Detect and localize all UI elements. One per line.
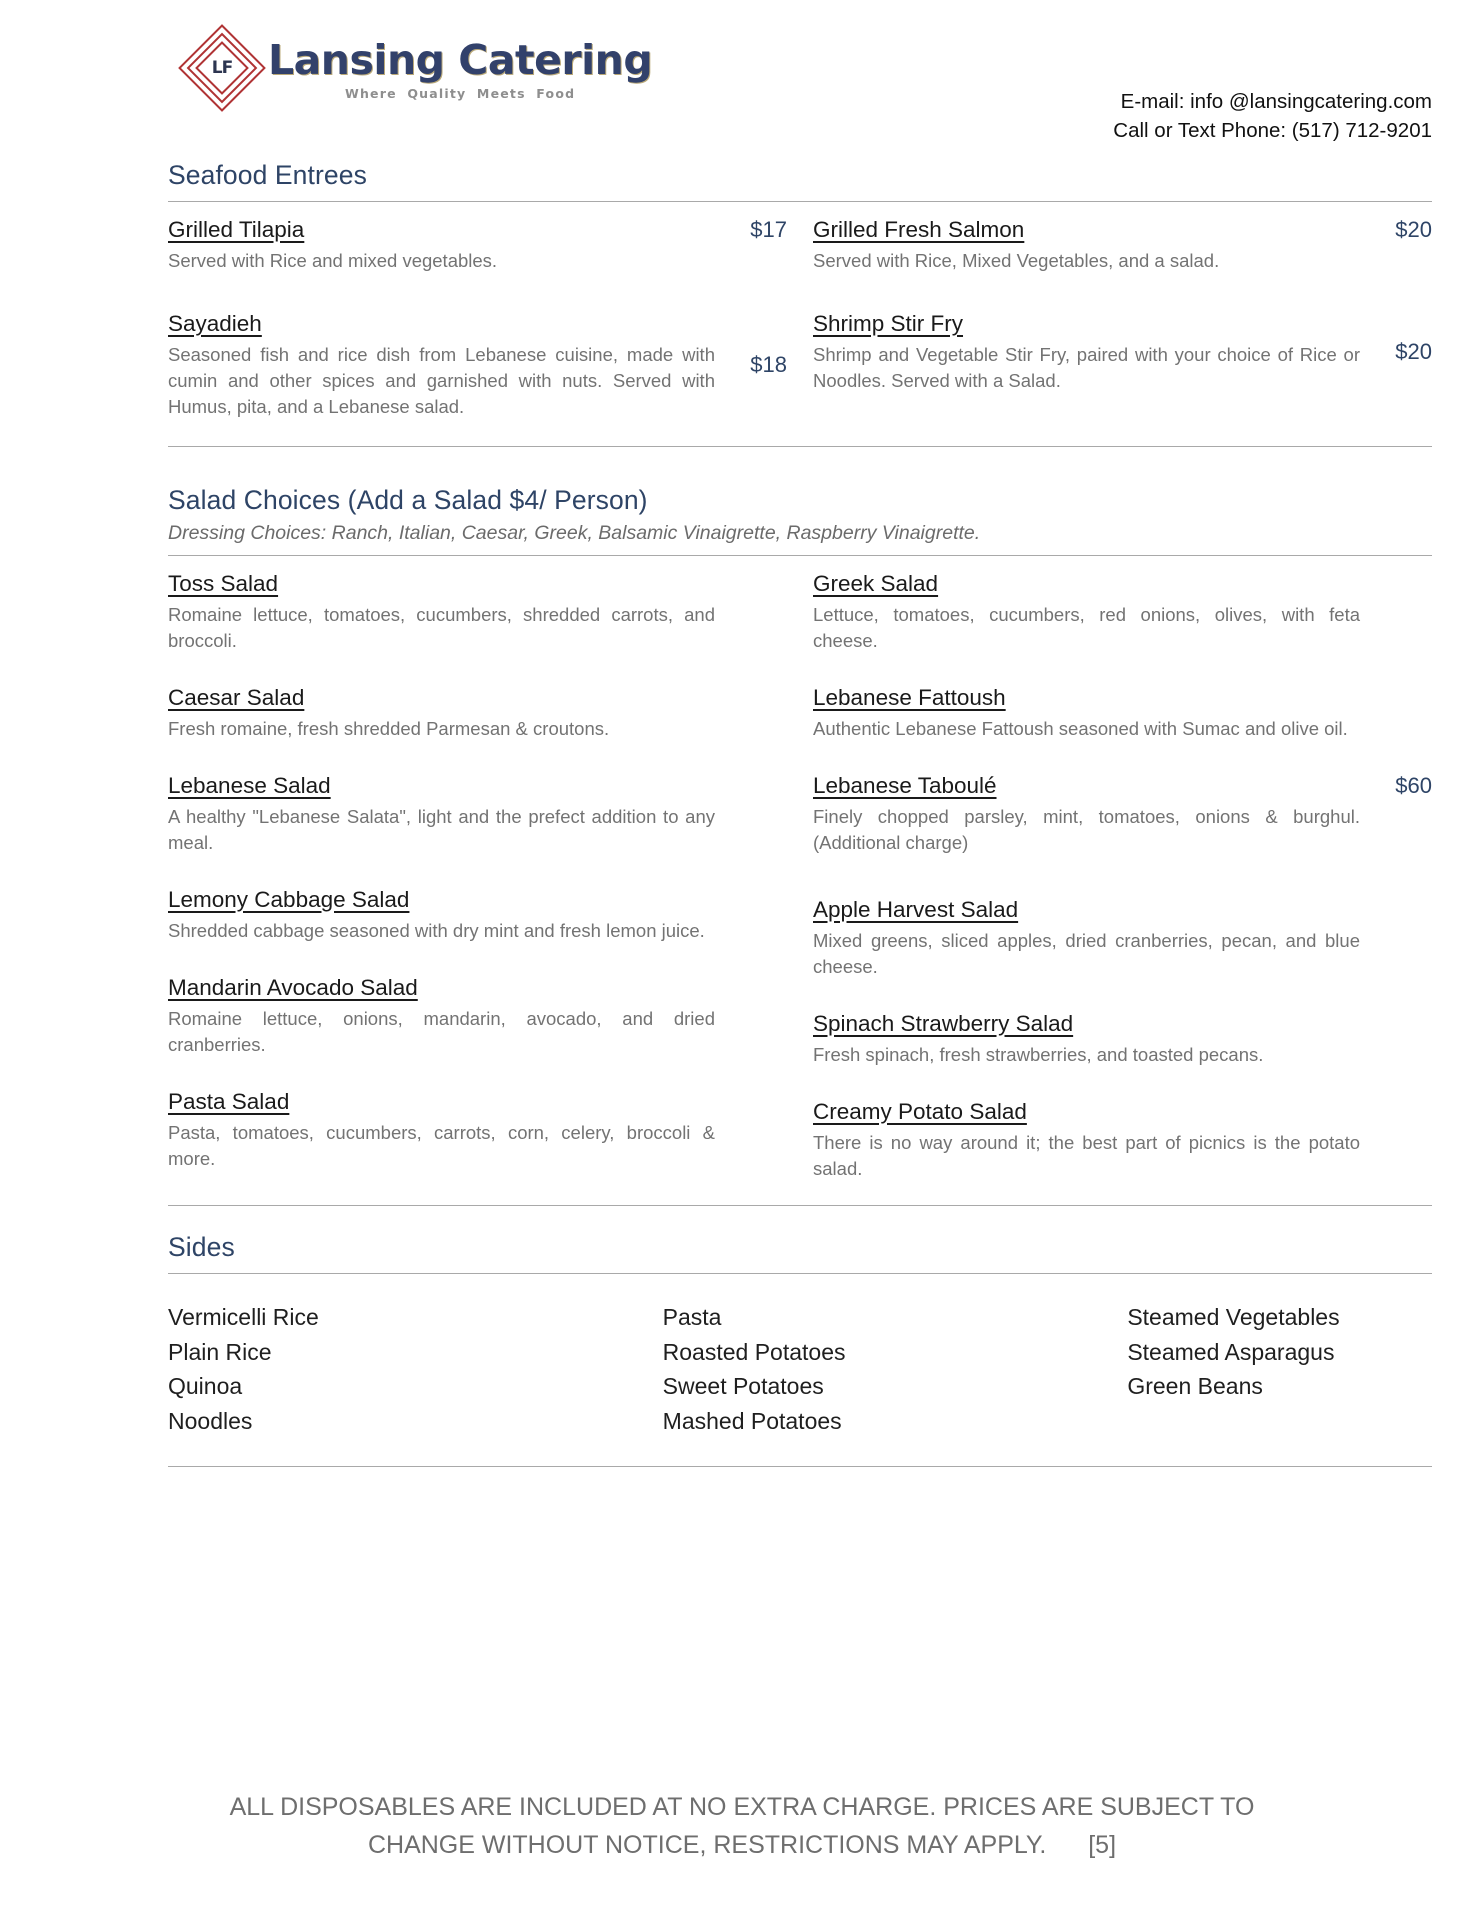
item-description: Served with Rice, Mixed Vegetables, and a salad.	[813, 250, 1220, 272]
item-price	[715, 1088, 787, 1089]
menu-item[interactable]	[813, 310, 1432, 394]
item-description: Served with Rice and mixed vegetables.	[168, 250, 498, 272]
salads-grid	[168, 570, 1432, 1182]
item-price	[715, 886, 787, 887]
menu-item[interactable]	[168, 772, 787, 856]
section-divider	[168, 446, 1432, 447]
item-description: Finely chopped parsley, mint, tomatoes, onions & burghul. (Additional charge)	[813, 805, 1360, 853]
menu-item[interactable]	[168, 1088, 787, 1172]
item-title: Spinach Strawberry Salad	[813, 1010, 1074, 1036]
page-marker: [5]	[1088, 1830, 1117, 1859]
menu-item[interactable]	[168, 974, 787, 1058]
side-item[interactable]: Quinoa	[168, 1373, 243, 1400]
side-item[interactable]: Sweet Potatoes	[662, 1373, 824, 1400]
menu-item[interactable]	[168, 216, 787, 274]
contact-phone: Call or Text Phone: (517) 712-9201	[1113, 118, 1432, 142]
brand-logo	[180, 26, 652, 110]
menu-item[interactable]	[813, 570, 1432, 654]
page-footer	[0, 1789, 1484, 1864]
brand-name: Lansing Catering	[268, 35, 653, 84]
item-title: Lebanese Taboulé	[813, 772, 997, 798]
seafood-left-column	[168, 216, 787, 420]
seafood-right-column	[813, 216, 1432, 420]
section-divider	[168, 1273, 1432, 1274]
section-title-sides: Sides	[168, 1232, 235, 1263]
menu-item[interactable]	[168, 886, 787, 944]
section-divider	[168, 555, 1432, 556]
item-title: Toss Salad	[168, 570, 279, 596]
sides-column-3	[1017, 1300, 1432, 1438]
item-price	[715, 974, 787, 975]
footer-line-2: CHANGE WITHOUT NOTICE, RESTRICTIONS MAY APPLY.	[367, 1830, 1047, 1859]
side-item[interactable]: Green Beans	[1127, 1373, 1263, 1400]
side-item[interactable]: Roasted Potatoes	[662, 1338, 846, 1365]
item-price	[1360, 570, 1432, 571]
brand-tagline: Where Quality Meets Food	[344, 86, 576, 102]
sides-column-1	[168, 1300, 583, 1438]
section-divider	[168, 1205, 1432, 1206]
salads-right-column	[813, 570, 1432, 1182]
menu-item[interactable]	[813, 684, 1432, 742]
item-description: Fresh spinach, fresh strawberries, and toasted pecans.	[813, 1043, 1264, 1065]
seafood-grid	[168, 216, 1432, 420]
item-description: Seasoned fish and rice dish from Lebanese cuisine, made with cumin and other spices and garnished with nuts. Served with Humus, pita, and a Lebanese salad.	[168, 344, 715, 417]
item-title: Pasta Salad	[168, 1088, 290, 1114]
side-item[interactable]: Noodles	[168, 1407, 253, 1434]
dressing-choices-note: Dressing Choices: Ranch, Italian, Caesar, Greek, Balsamic Vinaigrette, Raspberry Vinaigrette.	[168, 521, 981, 544]
menu-item[interactable]	[168, 310, 787, 420]
menu-item[interactable]	[813, 896, 1432, 980]
item-title: Greek Salad	[813, 570, 939, 596]
item-title: Lebanese Fattoush	[813, 684, 1006, 710]
item-price	[715, 772, 787, 773]
section-title-salads: Salad Choices (Add a Salad $4/ Person)	[168, 484, 648, 515]
item-description: Mixed greens, sliced apples, dried cranberries, pecan, and blue cheese.	[813, 929, 1360, 977]
side-item[interactable]: Pasta	[662, 1304, 722, 1331]
side-item[interactable]: Steamed Vegetables	[1127, 1304, 1340, 1331]
item-title: Grilled Fresh Salmon	[813, 217, 1025, 242]
section-divider	[168, 201, 1432, 202]
logo-monogram: LF	[211, 58, 233, 78]
menu-item[interactable]	[168, 684, 787, 742]
item-title: Lebanese Salad	[168, 772, 331, 798]
item-price	[1360, 684, 1432, 685]
item-description: There is no way around it; the best part of picnics is the potato salad.	[813, 1131, 1360, 1179]
item-title: Creamy Potato Salad	[813, 1098, 1027, 1124]
diamond-logo-icon	[180, 26, 264, 110]
item-description: A healthy "Lebanese Salata", light and the prefect addition to any meal.	[168, 805, 715, 853]
menu-item[interactable]	[813, 216, 1432, 274]
sides-grid	[168, 1300, 1432, 1438]
item-description: Authentic Lebanese Fattoush seasoned with Sumac and olive oil.	[813, 717, 1348, 739]
sides-column-2	[593, 1300, 1008, 1438]
item-description: Romaine lettuce, onions, mandarin, avocado, and dried cranberries.	[168, 1007, 715, 1055]
item-price: $17	[750, 217, 787, 242]
side-item[interactable]: Vermicelli Rice	[168, 1304, 319, 1331]
salads-left-column	[168, 570, 787, 1182]
item-price	[715, 570, 787, 571]
item-title: Grilled Tilapia	[168, 217, 305, 242]
item-description: Fresh romaine, fresh shredded Parmesan & croutons.	[168, 717, 610, 739]
contact-email: E-mail: info @lansingcatering.com	[1120, 90, 1432, 113]
item-title: Lemony Cabbage Salad	[168, 886, 410, 912]
item-title: Caesar Salad	[168, 684, 305, 710]
item-description: Shrimp and Vegetable Stir Fry, paired with your choice of Rice or Noodles. Served with a Salad.	[813, 344, 1360, 392]
item-title: Apple Harvest Salad	[813, 896, 1019, 922]
section-title-seafood: Seafood Entrees	[168, 160, 367, 190]
item-title: Mandarin Avocado Salad	[168, 974, 418, 1000]
side-item[interactable]: Steamed Asparagus	[1127, 1338, 1335, 1365]
page-header	[0, 0, 1484, 150]
item-price: $18	[750, 351, 787, 377]
item-price: $20	[1395, 338, 1432, 364]
contact-info	[1113, 26, 1432, 145]
item-title: Shrimp Stir Fry	[813, 311, 964, 337]
menu-item[interactable]	[168, 570, 787, 654]
item-title: Sayadieh	[168, 311, 262, 337]
sides-section	[0, 1232, 1484, 1467]
menu-item[interactable]	[813, 772, 1432, 856]
item-description: Romaine lettuce, tomatoes, cucumbers, shredded carrots, and broccoli.	[168, 603, 715, 651]
footer-line-1: ALL DISPOSABLES ARE INCLUDED AT NO EXTRA CHARGE. PRICES ARE SUBJECT TO	[229, 1793, 1255, 1821]
item-description: Lettuce, tomatoes, cucumbers, red onions, olives, with feta cheese.	[813, 603, 1360, 651]
menu-item[interactable]	[813, 1010, 1432, 1068]
item-price	[1360, 1010, 1432, 1011]
item-price: $60	[1395, 772, 1432, 798]
seafood-section	[0, 160, 1484, 447]
salads-section	[0, 485, 1484, 1207]
item-price	[1360, 1098, 1432, 1099]
side-item[interactable]: Mashed Potatoes	[662, 1407, 842, 1434]
side-item[interactable]: Plain Rice	[168, 1338, 272, 1365]
item-price	[715, 684, 787, 685]
section-divider	[168, 1466, 1432, 1467]
item-description: Pasta, tomatoes, cucumbers, carrots, corn, celery, broccoli & more.	[168, 1121, 715, 1169]
item-price	[1360, 896, 1432, 897]
item-price: $20	[1395, 217, 1432, 242]
menu-item[interactable]	[813, 1098, 1432, 1182]
item-description: Shredded cabbage seasoned with dry mint and fresh lemon juice.	[168, 919, 705, 941]
